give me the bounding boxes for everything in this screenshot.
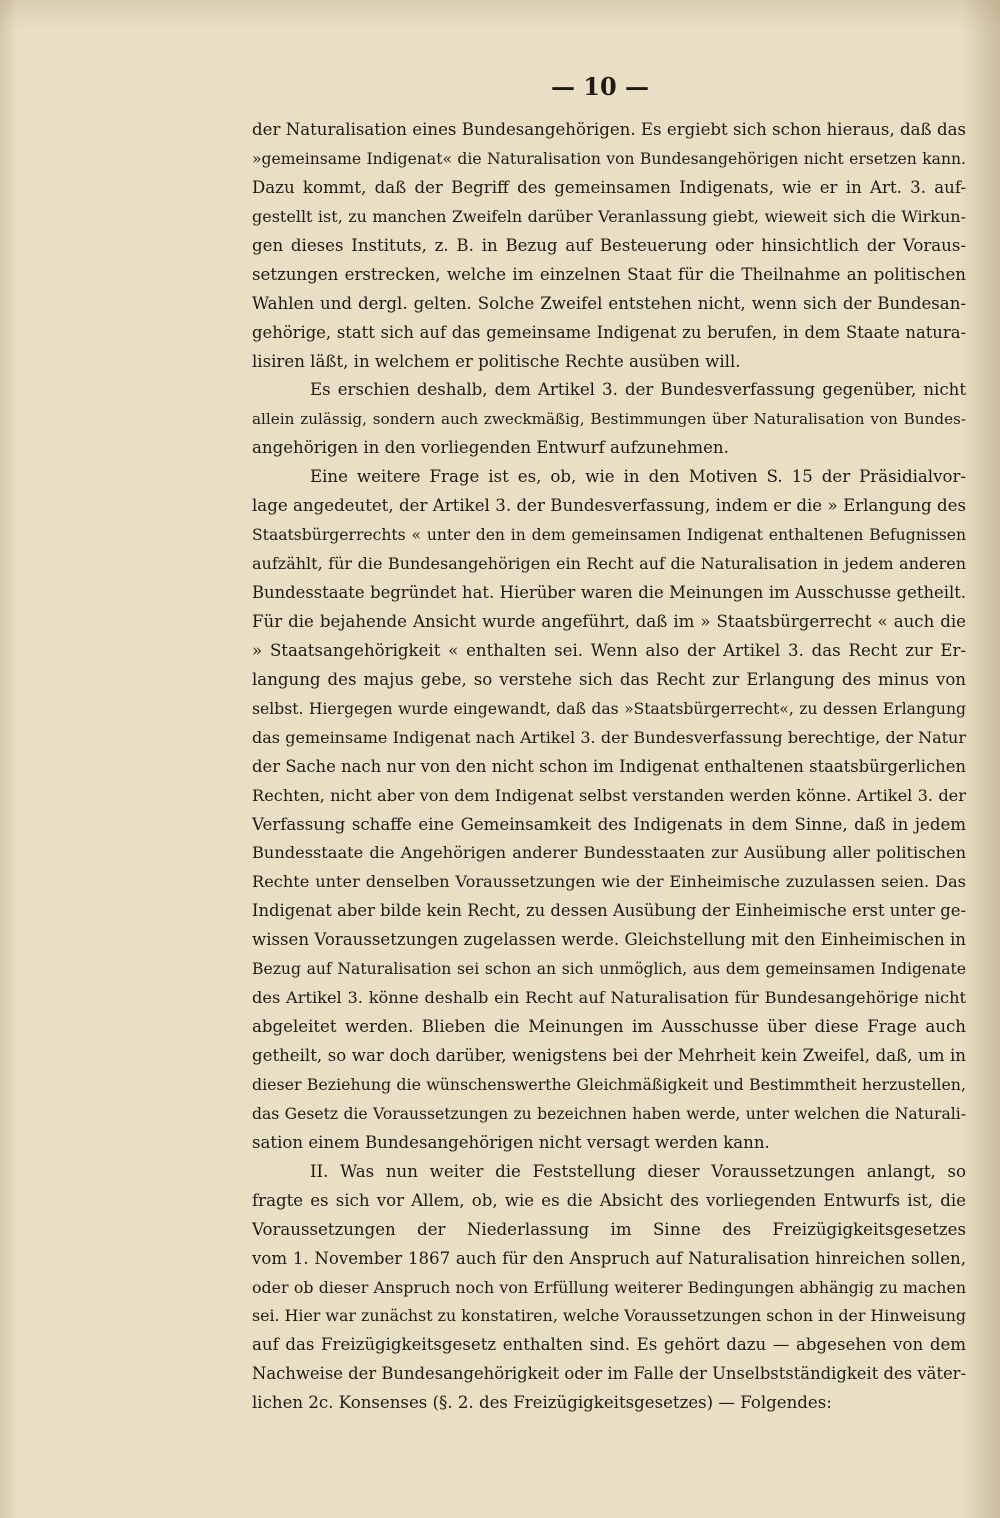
text-line: oder ob dieser Anspruch noch von Erfüllung weiterer Bedingungen abhängig zu machen	[252, 1277, 966, 1297]
text-line: langung des majus gebe, so verstehe sich das Recht zur Erlangung des minus von	[252, 669, 966, 689]
text-line: » Staatsangehörigkeit « enthalten sei. Wenn also der Artikel 3. das Recht zur Er-	[252, 640, 966, 660]
text-line: Indigenat aber bilde kein Recht, zu dessen Ausübung der Einheimische erst unter ge-	[252, 901, 966, 921]
paragraph-start-line: II. Was nun weiter die Feststellung dieser Voraussetzungen anlangt, so	[310, 1161, 966, 1181]
text-line: getheilt, so war doch darüber, wenigstens bei der Mehrheit kein Zweifel, daß, um in	[252, 1046, 966, 1065]
text-line: Bundesstaate die Angehörigen anderer Bundesstaaten zur Ausübung aller politischen	[252, 843, 966, 863]
text-line: Für die bejahende Ansicht wurde angeführt, daß im » Staatsbürgerrecht « auch die	[252, 611, 966, 631]
text-line: Rechten, nicht aber von dem Indigenat selbst verstanden werden könne. Artikel 3. der	[252, 785, 966, 805]
text-line: Nachweise der Bundesangehörigkeit oder im Falle der Unselbstständigkeit des väter-	[252, 1364, 967, 1384]
text-line: lichen 2c. Konsenses (§. 2. des Freizügigkeitsgesetzes) — Folgendes:	[252, 1393, 832, 1413]
page-number: — 10 —	[550, 72, 650, 101]
text-line: setzungen erstrecken, welche im einzelnen Staat für die Theilnahme an politischen	[252, 264, 966, 284]
text-line: gehörige, statt sich auf das gemeinsame Indigenat zu berufen, in dem Staate natura-	[252, 322, 966, 342]
text-line: sei. Hier war zunächst zu konstatiren, welche Voraussetzungen schon in der Hinweisung	[252, 1306, 966, 1326]
text-line: aufzählt, für die Bundesangehörigen ein Recht auf die Naturalisation in jedem anderen	[252, 554, 966, 574]
text-line: Staatsbürgerrechts « unter den in dem gemeinsamen Indigenat enthaltenen Befugnissen	[252, 526, 966, 545]
text-line: auf das Freizügigkeitsgesetz enthalten sind. Es gehört dazu — abgesehen von dem	[252, 1335, 966, 1355]
text-line: der Sache nach nur von den nicht schon im Indigenat enthaltenen staatsbürgerlichen	[252, 756, 966, 776]
text-line: Dazu kommt, daß der Begriff des gemeinsamen Indigenats, wie er in Art. 3. auf-	[252, 177, 966, 197]
text-line: Verfassung schaffe eine Gemeinsamkeit des Indigenats in dem Sinne, daß in jedem	[252, 814, 966, 834]
text-line: sation einem Bundesangehörigen nicht versagt werden kann.	[252, 1132, 770, 1152]
text-line: allein zulässig, sondern auch zweckmäßig, Bestimmungen über Naturalisation von Bundes-	[252, 410, 966, 429]
text-line: fragte es sich vor Allem, ob, wie es die Absicht des vorliegenden Entwurfs ist, die	[252, 1190, 966, 1210]
text-line: »gemeinsame Indigenat« die Naturalisation von Bundesangehörigen nicht ersetzen kann.	[252, 149, 966, 168]
paragraph-start-line: Es erschien deshalb, dem Artikel 3. der Bundesverfassung gegenüber, nicht	[310, 380, 966, 400]
text-line: Voraussetzungen der Niederlassung im Sinne des Freizügigkeitsgesetzes	[252, 1219, 966, 1239]
text-line: das Gesetz die Voraussetzungen zu bezeichnen haben werde, unter welchen die Naturali-	[252, 1104, 966, 1123]
text-line: vom 1. November 1867 auch für den Anspruch auf Naturalisation hinreichen sollen,	[252, 1248, 966, 1268]
text-line: dieser Beziehung die wünschenswerthe Gleichmäßigkeit und Bestimmtheit herzustellen,	[252, 1074, 966, 1094]
text-line: angehörigen in den vorliegenden Entwurf aufzunehmen.	[252, 438, 729, 458]
text-line: Rechte unter denselben Voraussetzungen wie der Einheimische zuzulassen seien. Das	[252, 872, 966, 892]
text-line: der Naturalisation eines Bundesangehörigen. Es ergiebt sich schon hieraus, daß das	[252, 120, 966, 139]
text-line: gen dieses Instituts, z. B. in Bezug auf Besteuerung oder hinsichtlich der Voraus-	[252, 235, 966, 255]
text-line: des Artikel 3. könne deshalb ein Recht auf Naturalisation für Bundesangehörige nicht	[252, 988, 966, 1008]
text-line: Bezug auf Naturalisation sei schon an sich unmöglich, aus dem gemeinsamen Indigenate	[252, 960, 966, 979]
text-line: Bundesstaate begründet hat. Hierüber waren die Meinungen im Ausschusse getheilt.	[252, 583, 966, 602]
text-line: Wahlen und dergl. gelten. Solche Zweifel entstehen nicht, wenn sich der Bundesan-	[252, 293, 966, 313]
paragraph-start-line: Eine weitere Frage ist es, ob, wie in den Motiven S. 15 der Präsidialvor-	[310, 467, 966, 487]
text-line: das gemeinsame Indigenat nach Artikel 3. der Bundesverfassung berechtige, der Natur	[252, 727, 966, 747]
text-line: lage angedeutet, der Artikel 3. der Bundesverfassung, indem er die » Erlangung des	[252, 496, 966, 516]
body-text	[252, 116, 966, 1418]
text-line: lisiren läßt, in welchem er politische Rechte ausüben will.	[252, 351, 741, 371]
text-line: wissen Voraussetzungen zugelassen werde. Gleichstellung mit den Einheimischen in	[252, 930, 966, 950]
text-line: gestellt ist, zu manchen Zweifeln darüber Veranlassung giebt, wieweit sich die Wirkun-	[252, 206, 966, 226]
text-line: abgeleitet werden. Blieben die Meinungen im Ausschusse über diese Frage auch	[252, 1017, 966, 1037]
text-line: selbst. Hiergegen wurde eingewandt, daß das »Staatsbürgerrecht«, zu dessen Erlangung	[252, 699, 966, 718]
